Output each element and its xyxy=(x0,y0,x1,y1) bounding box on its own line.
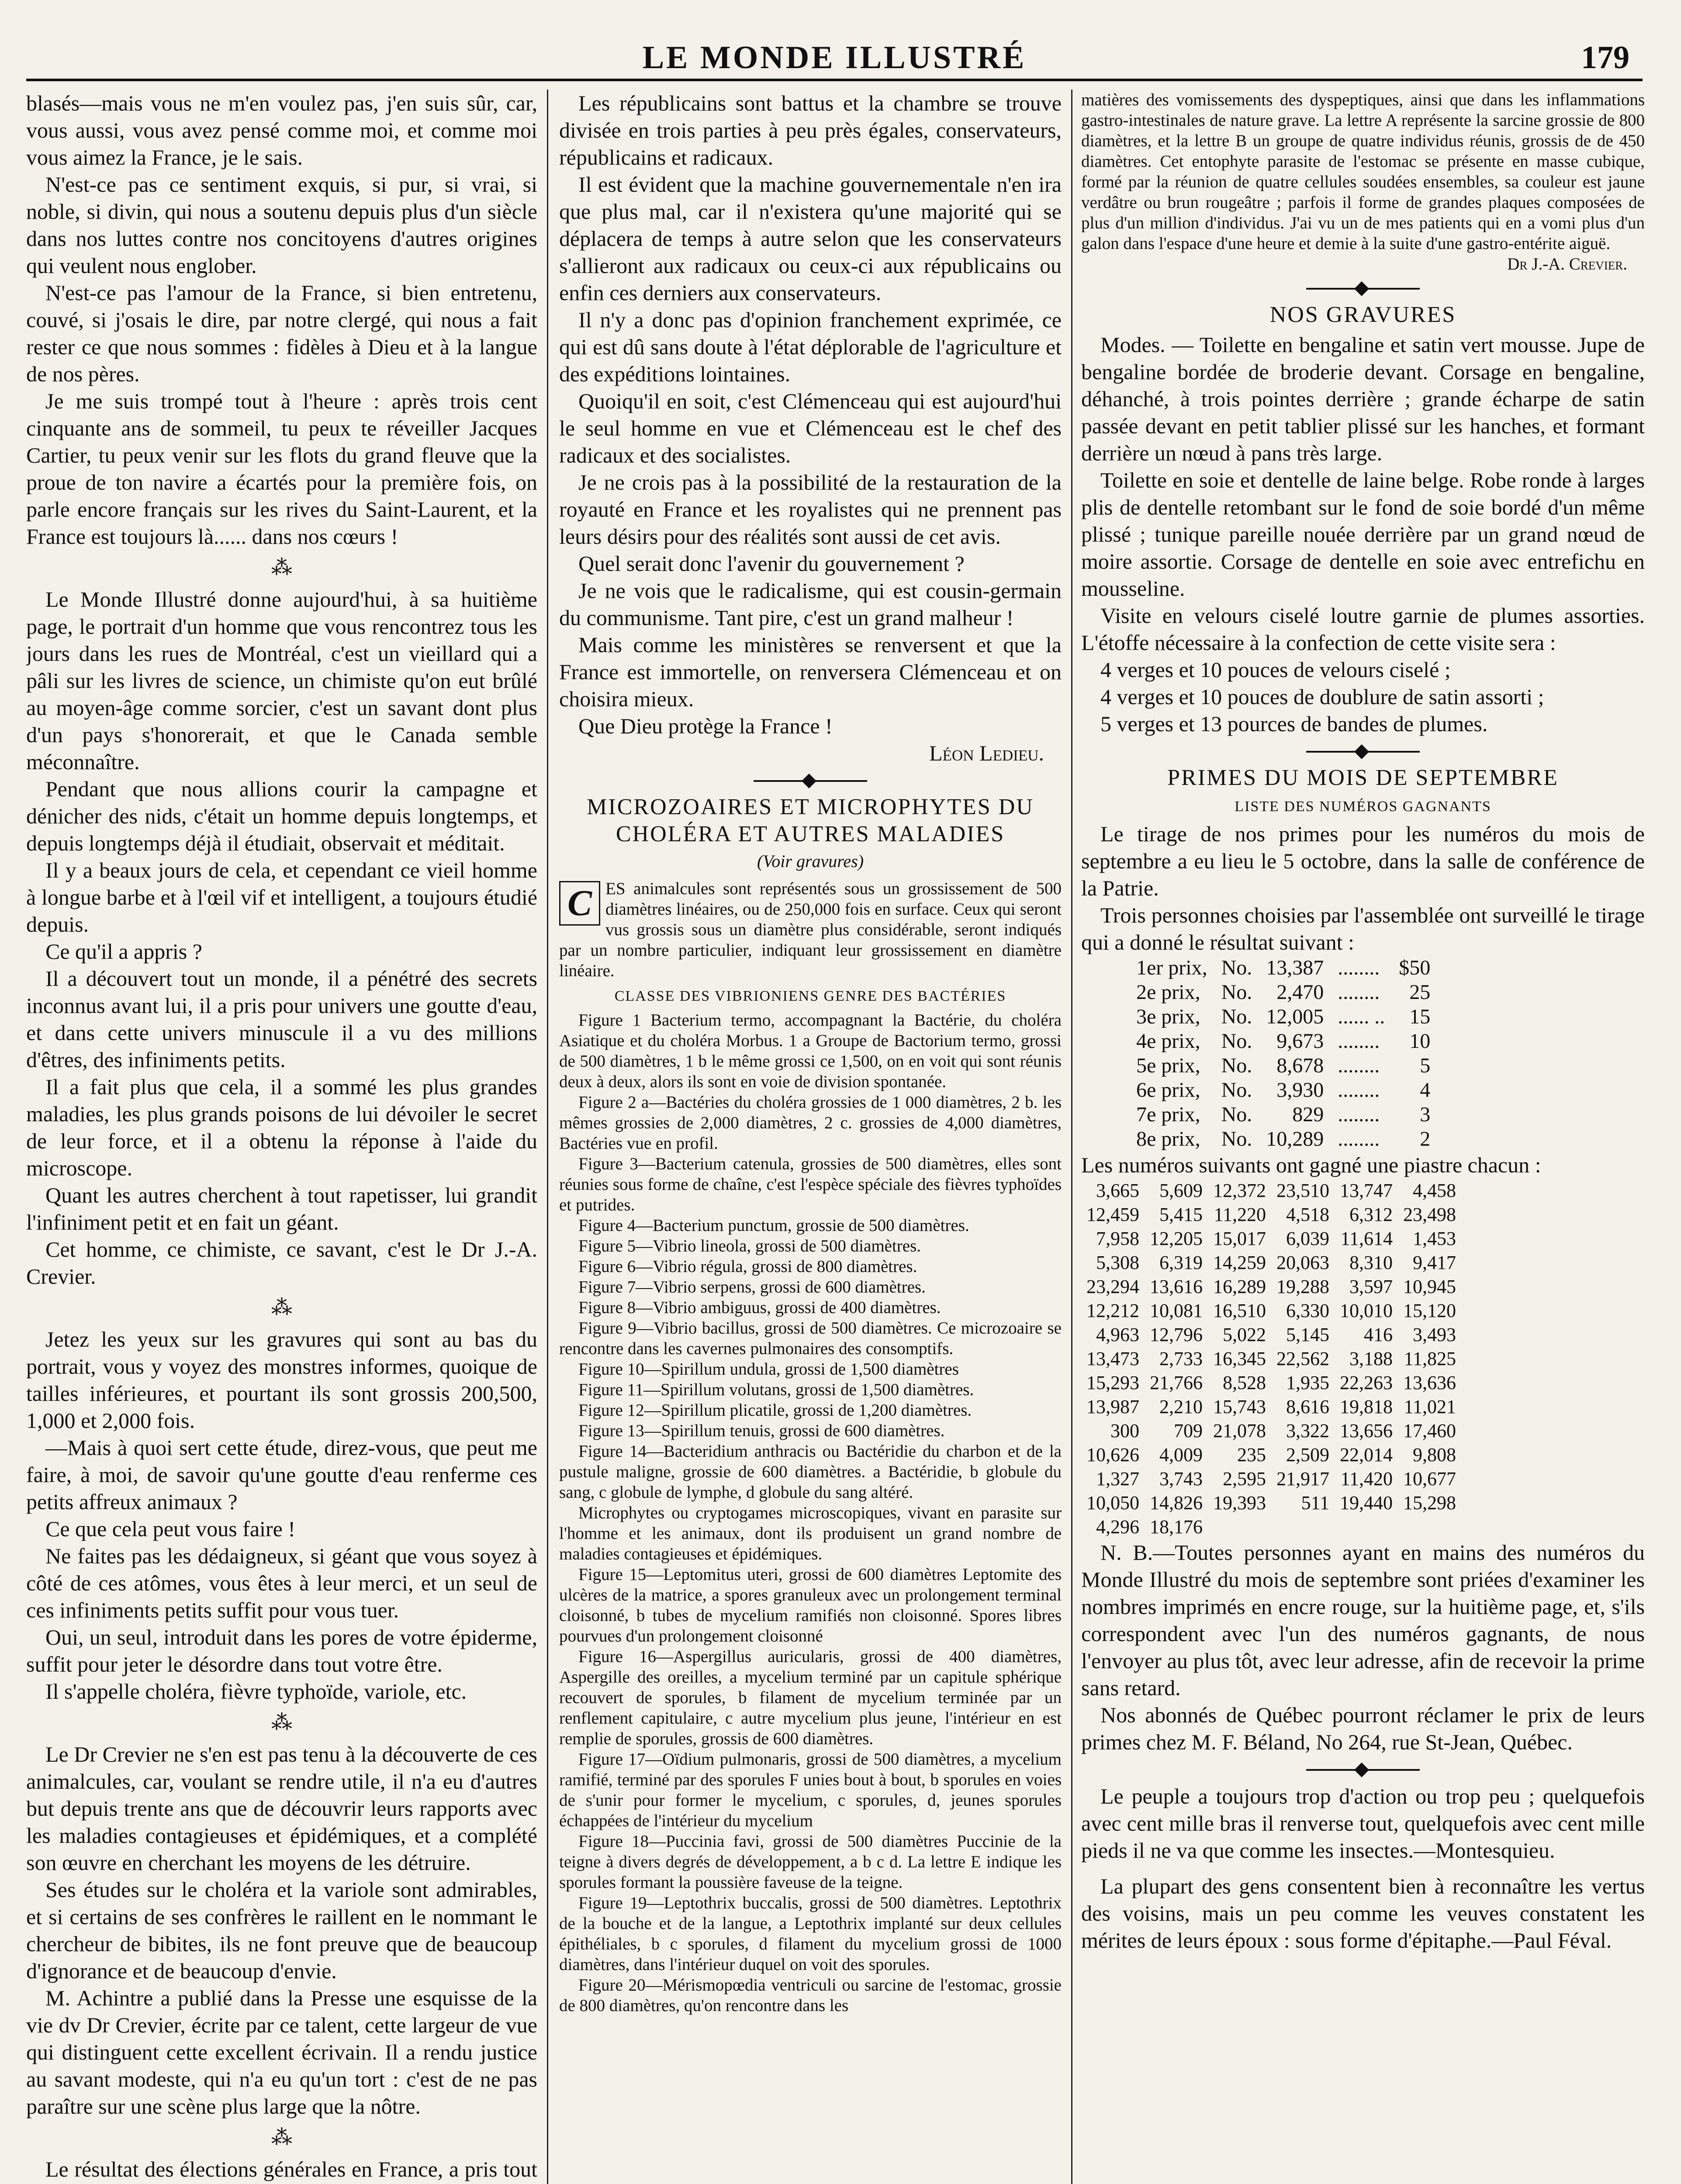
winning-number: 235 xyxy=(1237,1444,1266,1465)
winning-number: 15,017 xyxy=(1213,1228,1266,1249)
column-2 xyxy=(559,90,1062,2184)
numbers-intro: Les numéros suivants ont gagné une piastre chacun : xyxy=(1081,1153,1541,1177)
prize-no: No. xyxy=(1221,1005,1252,1028)
winning-number: 2,509 xyxy=(1286,1444,1329,1465)
winning-number: 2,595 xyxy=(1223,1468,1266,1489)
winning-number: 22,562 xyxy=(1276,1348,1329,1369)
prize-no: No. xyxy=(1221,1078,1252,1102)
winning-number: 13,656 xyxy=(1340,1420,1393,1441)
prize-number: 10,289 xyxy=(1266,1127,1324,1151)
winning-number: 16,345 xyxy=(1213,1348,1266,1369)
paragraph: Il a découvert tout un monde, il a pénétré des secrets inconnus avant lui, il a pris pour univers une goutte d'eau, et dans cette univers minuscule il a vu des millions d'êtres, des infiniments petits. xyxy=(26,966,537,1072)
winning-number: 3,665 xyxy=(1096,1180,1139,1201)
winning-number: 21,766 xyxy=(1150,1372,1203,1393)
prize-row xyxy=(1129,1127,1437,1151)
winning-number: 8,616 xyxy=(1286,1396,1329,1417)
page-number: 179 xyxy=(1581,40,1629,76)
prize-number: 9,673 xyxy=(1276,1030,1324,1053)
winning-number: 21,078 xyxy=(1213,1420,1266,1441)
paragraph: Quant les autres cherchent à tout rapetisser, lui grandit l'infiniment petit et en fait un géant. xyxy=(26,1183,537,1234)
paragraph: Je ne vois que le radicalisme, qui est cousin-germain du communisme. Tant pire, c'est un grand malheur ! xyxy=(559,578,1062,630)
prize-row xyxy=(1129,956,1437,980)
winning-number: 12,372 xyxy=(1213,1180,1266,1201)
prize-rank: 1er prix, xyxy=(1136,956,1207,979)
column-rule xyxy=(1071,90,1072,2184)
winning-number: 4,458 xyxy=(1413,1180,1456,1201)
intro-block xyxy=(559,878,1062,981)
page-header xyxy=(26,26,1643,81)
winning-number: 15,120 xyxy=(1403,1300,1456,1321)
paragraph: Ce qu'il a appris ? xyxy=(45,939,202,964)
prize-dots: ........ xyxy=(1338,1078,1380,1102)
figure-caption: Figure 14—Bacteridium anthracis ou Bactéridie du charbon et de la pustule maligne, grossie de 600 diamètres. a Bactéridie, b globule du sang, c globule de lymphe, d globule du sang altéré. xyxy=(559,1442,1062,1502)
paragraph: Ce que cela peut vous faire ! xyxy=(45,1517,295,1541)
winning-number: 3,597 xyxy=(1349,1276,1393,1297)
prize-amount: 3 xyxy=(1420,1103,1431,1126)
winning-number: 5,145 xyxy=(1286,1324,1329,1345)
paragraph: Mais comme les ministères se renversent et que la France est immortelle, on renversera Clémenceau et on choisira mieux. xyxy=(559,632,1062,711)
author-signature: Léon Ledieu. xyxy=(929,741,1044,765)
column-1 xyxy=(26,90,537,2184)
winning-number: 11,825 xyxy=(1404,1348,1456,1369)
figure-caption: Figure 16—Aspergillus auricularis, grossi de 400 diamètres, Aspergille des oreilles, a mycelium terminé par un capitule sphérique recouvert de sporules, b filament de mycelium terminée par un renflement capitulaire, c autre mycelium plus jeune, l'intérieur en est remplie de sporules, grossis de 600 diamètres. xyxy=(559,1647,1062,1748)
prize-rank: 8e prix, xyxy=(1136,1127,1200,1151)
numbers-row xyxy=(1081,1515,1461,1539)
asterism: ⁂ xyxy=(271,556,292,579)
numbers-row xyxy=(1081,1419,1461,1443)
winning-number: 15,293 xyxy=(1086,1372,1139,1393)
paragraph: N'est-ce pas ce sentiment exquis, si pur, si vrai, si noble, si divin, qui nous a soutenu depuis plus d'un siècle dans nos luttes contre nos concitoyens d'autres origines qui veulent nous englober. xyxy=(26,172,537,278)
numbers-row xyxy=(1081,1395,1461,1419)
winning-number: 3,322 xyxy=(1286,1420,1329,1441)
prize-rank: 4e prix, xyxy=(1136,1030,1200,1053)
figure-caption: Figure 11—Spirillum volutans, grossi de 1,500 diamètres. xyxy=(578,1380,974,1399)
winning-number: 511 xyxy=(1301,1492,1329,1514)
prize-number: 2,470 xyxy=(1276,981,1324,1004)
figure-caption: Figure 7—Vibrio serpens, grossi de 600 diamètres. xyxy=(578,1278,926,1296)
column-rule xyxy=(547,90,548,2184)
paragraph: Ne faites pas les dédaigneux, si géant que vous soyez à côté de ces atômes, vous êtes à leur merci, et un seul de ces infiniments petits suffit pour vous tuer. xyxy=(26,1544,537,1622)
prize-row xyxy=(1129,1102,1437,1127)
figure-caption: Figure 12—Spirillum plicatile, grossi de 1,200 diamètres. xyxy=(578,1401,972,1420)
prize-number: 829 xyxy=(1292,1103,1324,1126)
paragraph: Le Monde Illustré donne aujourd'hui, à sa huitième page, le portrait d'un homme que vous rencontrez tous les jours dans les rues de Montréal, c'est un vieillard qui a pâli sur les livres de science, un chimiste qu'on eut brûlé au moyen-âge comme sorcier, c'est un savant dont plus d'un pays s'honorerait, et que le Canada semble méconnaître. xyxy=(26,587,537,774)
winning-number: 13,636 xyxy=(1403,1372,1456,1393)
winning-number: 19,818 xyxy=(1340,1396,1393,1417)
winning-number: 3,493 xyxy=(1413,1324,1456,1345)
ornament-divider xyxy=(1081,1765,1645,1773)
figure-caption: Microphytes ou cryptogames microscopiques, vivant en parasite sur l'homme et les animaux, dont ils produisent un grand nombre de maladies contagieuses et épidémiques. xyxy=(559,1503,1062,1563)
winning-number: 11,021 xyxy=(1404,1396,1456,1417)
winning-numbers-table xyxy=(1081,1178,1461,1539)
prize-no: No. xyxy=(1221,1127,1252,1151)
winning-number: 8,310 xyxy=(1349,1252,1393,1273)
prize-row xyxy=(1129,1029,1437,1054)
prize-amount: 5 xyxy=(1420,1054,1431,1077)
paragraph: Oui, un seul, introduit dans les pores de votre épiderme, suffit pour jeter le désordre dans tout votre être. xyxy=(26,1625,537,1676)
numbers-row xyxy=(1081,1443,1461,1467)
figure-caption: Figure 10—Spirillum undula, grossi de 1,500 diamètres xyxy=(578,1360,959,1379)
figure-caption: Figure 18—Puccinia favi, grossi de 500 diamètres Puccinie de la teigne à divers degrés de développement, a b c d. La lettre E indique les sporules formant la poussière faveuse de la teigne. xyxy=(559,1832,1062,1892)
paragraph: Modes. — Toilette en bengaline et satin vert mousse. Jupe de bengaline bordée de broderie devant. Corsage en bengaline, déhanché, à trois pointes derrière ; grande écharpe de satin passée devant en petit tablier plissé sur les hanches, et formant derrière un nœud à pans très large. xyxy=(1081,332,1645,465)
figure-caption: Figure 17—Oïdium pulmonaris, grossi de 500 diamètres, a mycelium ramifié, terminé par des sporules F unies bout à bout, b sporules en voies de s'unir pour former le mycelium, c sporules, d, jeunes sporules échappées de l'intérieur du mycelium xyxy=(559,1750,1062,1830)
section-title: NOS GRAVURES xyxy=(1269,302,1456,327)
paragraph: Jetez les yeux sur les gravures qui sont au bas du portrait, vous y voyez des monstres informes, quoique de tailles inférieures, et pourtant ils sont grossis 200,500, 1,000 et 2,000 fois. xyxy=(26,1327,537,1433)
prize-rank: 2e prix, xyxy=(1136,981,1200,1004)
paragraph: Quel serait donc l'avenir du gouvernement ? xyxy=(578,551,965,576)
paragraph: Je ne crois pas à la possibilité de la restauration de la royauté en France et les royalistes qui ne prennent pas leurs désirs pour des réalités sont aussi de cet avis. xyxy=(559,470,1062,549)
prize-number: 3,930 xyxy=(1276,1078,1324,1102)
numbers-row xyxy=(1081,1323,1461,1347)
figure-caption: Figure 2 a—Bactéries du choléra grossies de 1 000 diamètres, 2 b. les mêmes grossies de 2,000 diamètres, 2 c. grossies de 4,000 diamètres, Bactéries vue en profil. xyxy=(559,1093,1062,1153)
intro-paragraph: ES animalcules sont représentés sous un grossissement de 500 diamètres linéaires, ou de 250,000 fois en surface. Ceux qui seront vus grossis sous un diamètre plus considérable, seront indiqués par un nombre particulier, indiquant leur grossissement en diamètre linéaire. xyxy=(559,879,1062,980)
paragraph: Il s'appelle choléra, fièvre typhoïde, variole, etc. xyxy=(45,1679,467,1704)
winning-number: 15,743 xyxy=(1213,1396,1266,1417)
paragraph: Visite en velours ciselé loutre garnie de plumes assorties. L'étoffe nécessaire à la confection de cette visite sera : xyxy=(1081,603,1645,655)
winning-number: 22,263 xyxy=(1340,1372,1393,1393)
winning-number: 21,917 xyxy=(1276,1468,1329,1489)
winning-number: 10,626 xyxy=(1086,1444,1139,1465)
winning-number: 2,733 xyxy=(1159,1348,1203,1369)
paragraph: Ses études sur le choléra et la variole sont admirables, et si certains de ses confrères le raillent en le nommant le chercheur de bibites, ils ne font preuve que de beaucoup d'ignorance et de beaucoup d'envie. xyxy=(26,1877,537,1983)
paragraph: M. Achintre a publié dans la Presse une esquisse de la vie dv Dr Crevier, écrite par ce talent, cette largeur de vue qui distinguent cette excellent écrivain. Il a rendu justice au savant modeste, qui n'a eu qu'un tort : c'est de ne pas paraître sur une scène plus large que la nôtre. xyxy=(26,1986,537,2118)
figure-caption: Figure 3—Bacterium catenula, grossies de 500 diamètres, elles sont réunies sous forme de chaîne, c'est l'espèce spéciale des fièvres typhoïdes et putrides. xyxy=(559,1154,1062,1214)
winning-number: 14,259 xyxy=(1213,1252,1266,1273)
winning-number: 12,459 xyxy=(1086,1204,1139,1225)
section-subtitle: LISTE DES NUMÉROS GAGNANTS xyxy=(1235,798,1491,815)
winning-number: 10,677 xyxy=(1403,1468,1456,1489)
paragraph: Toilette en soie et dentelle de laine belge. Robe ronde à larges plis de dentelle retombant sur le fond de soie bordé d'un même plissé ; tunique pareille nouée derrière par un grand nœud de moire assortie. Corsage de dentelle en soie avec entrefichu en mousseline. xyxy=(1081,468,1645,601)
winning-number xyxy=(1271,1515,1335,1539)
prize-rank: 3e prix, xyxy=(1136,1005,1200,1028)
figure-caption: Figure 19—Leptothrix buccalis, grossi de 500 diamètres. Leptothrix de la bouche et de la langue, a Leptothrix implanté sur deux cellules épithéliales, b c sporules, d filament du mycelium grossi de 1000 diamètres, dans l'intérieur duquel on voit des sporules. xyxy=(559,1894,1062,1974)
prize-dots: ........ xyxy=(1338,1030,1380,1053)
winning-number: 13,747 xyxy=(1340,1180,1393,1201)
paragraph: Pendant que nous allions courir la campagne et dénicher des nids, c'était un homme depuis longtemps, et depuis longtemps déjà il étudiait, observait et méditait. xyxy=(26,777,537,855)
prize-table xyxy=(1129,956,1437,1151)
winning-number: 22,014 xyxy=(1340,1444,1393,1465)
prize-amount: 10 xyxy=(1409,1030,1431,1053)
figure-caption: Figure 5—Vibrio lineola, grossi de 500 diamètres. xyxy=(578,1237,921,1255)
winning-number: 23,498 xyxy=(1403,1204,1456,1225)
section-title: MICROZOAIRES ET MICROPHYTES DU CHOLÉRA ET AUTRES MALADIES xyxy=(587,795,1034,847)
paragraph: Nos abonnés de Québec pourront réclamer le prix de leurs primes chez M. F. Béland, No 264, rue St-Jean, Québec. xyxy=(1081,1703,1645,1754)
paragraph: Il y a beaux jours de cela, et cependant ce vieil homme à longue barbe et à l'œil vif et intelligent, a toujours étudié depuis. xyxy=(26,858,537,936)
prize-number: 12,005 xyxy=(1266,1005,1324,1028)
numbers-row xyxy=(1081,1227,1461,1251)
winning-number: 23,294 xyxy=(1086,1276,1139,1297)
prize-rank: 5e prix, xyxy=(1136,1054,1200,1077)
winning-number: 4,009 xyxy=(1159,1444,1203,1465)
continued-text: matières des vomissements des dyspeptiques, ainsi que dans les inflammations gastro-intestinales de nature grave. La lettre A représente la sarcine grossie de 800 diamètres, et la lettre B un groupe de quatre individus réunis, grossis de de 450 diamètres. Cet entophyte parasite de l'estomac se présente en masse cubique, formé par la réunion de quatre cellules soudées ensembles, sa couleur est jaune verdâtre ou brun rougeâtre ; parfois il forme de grandes plaques composées de plus d'un million d'individus. J'ai vu un de mes patients qui en a vomi plus d'un galon dans l'espace d'une heure et demie à la suite d'une gastro-entérite aiguë. xyxy=(1081,90,1645,253)
winning-number: 6,319 xyxy=(1159,1252,1203,1273)
winning-number: 10,010 xyxy=(1340,1300,1393,1321)
winning-number: 1,453 xyxy=(1413,1228,1456,1249)
ornament-divider xyxy=(1081,284,1645,292)
winning-number: 416 xyxy=(1364,1324,1393,1345)
winning-number: 709 xyxy=(1174,1420,1203,1441)
paragraph: 4 verges et 10 pouces de doublure de satin assorti ; xyxy=(1100,684,1544,709)
ornament-divider xyxy=(1081,747,1645,755)
paragraph: Le tirage de nos primes pour les numéros du mois de septembre a eu lieu le 5 octobre, dans la salle de conférence de la Patrie. xyxy=(1081,822,1645,900)
winning-number: 12,205 xyxy=(1150,1228,1203,1249)
class-heading: CLASSE DES VIBRIONIENS GENRE DES BACTÉRIES xyxy=(614,988,1007,1004)
column-3 xyxy=(1081,90,1645,2184)
winning-number: 16,510 xyxy=(1213,1300,1266,1321)
figure-caption: Figure 6—Vibrio régula, grossi de 800 diamètres. xyxy=(578,1257,917,1276)
section-title: PRIMES DU MOIS DE SEPTEMBRE xyxy=(1167,765,1559,790)
winning-number: 17,460 xyxy=(1403,1420,1456,1441)
figure-caption: Figure 1 Bacterium termo, accompagnant la Bactérie, du choléra Asiatique et du choléra Morbus. 1 a Groupe de Bactorium termo, grossi de 500 diamètres, 1 b le même grossi ce 1,500, on en voit qui sont réunis deux à deux, alors ils sont en voie de division spontanée. xyxy=(559,1011,1062,1091)
paragraph: Le Dr Crevier ne s'en est pas tenu à la découverte de ces animalcules, car, voulant se rendre utile, il n'a eu d'autres but depuis trente ans que de découvrir leurs rapports avec les maladies contagieuses et épidémiques, et a complété son œuvre en cherchant les moyens de les détruire. xyxy=(26,1742,537,1875)
prize-number: 13,387 xyxy=(1266,956,1324,979)
winning-number: 13,473 xyxy=(1086,1348,1139,1369)
paragraph: Que Dieu protège la France ! xyxy=(578,714,833,738)
paragraph: Cet homme, ce chimiste, ce savant, c'est le Dr J.-A. Crevier. xyxy=(26,1237,537,1289)
ornament-divider xyxy=(559,776,1062,784)
numbers-row xyxy=(1081,1203,1461,1227)
paragraph: Il est évident que la machine gouvernementale n'en ira que plus mal, car il n'existera qu'une majorité qui se déplacera de temps à autre selon que les conservateurs s'allieront aux radicaux ou ceux-ci aux républicains ou enfin ces derniers aux conservateurs. xyxy=(559,172,1062,305)
winning-number: 5,022 xyxy=(1223,1324,1266,1345)
prize-amount: $50 xyxy=(1399,956,1431,979)
prize-row xyxy=(1129,1005,1437,1029)
paragraph: Quoiqu'il en soit, c'est Clémenceau qui est aujourd'hui le seul homme en vue et Clémenceau est le chef des radicaux et des socialistes. xyxy=(559,389,1062,467)
winning-number: 6,330 xyxy=(1286,1300,1329,1321)
winning-number: 11,220 xyxy=(1214,1204,1266,1225)
winning-number: 3,188 xyxy=(1349,1348,1393,1369)
winning-number: 11,420 xyxy=(1340,1468,1393,1489)
winning-number: 5,308 xyxy=(1096,1252,1139,1273)
winning-number: 20,063 xyxy=(1276,1252,1329,1273)
prize-amount: 4 xyxy=(1420,1078,1431,1102)
prize-row xyxy=(1129,1078,1437,1102)
numbers-row xyxy=(1081,1491,1461,1515)
numbers-row xyxy=(1081,1275,1461,1299)
winning-number: 8,528 xyxy=(1223,1372,1266,1393)
asterism: ⁂ xyxy=(271,1296,292,1319)
winning-number: 14,826 xyxy=(1150,1492,1203,1514)
winning-number: 19,440 xyxy=(1340,1492,1393,1514)
figure-caption: Figure 20—Mérismopœdia ventriculi ou sarcine de l'estomac, grossie de 800 diamètres, qu'on rencontre dans les xyxy=(559,1976,1062,2015)
prize-dots: ...... .. xyxy=(1338,1005,1385,1028)
winning-number: 7,958 xyxy=(1096,1228,1139,1249)
winning-number xyxy=(1208,1515,1271,1539)
paragraph: blasés—mais vous ne m'en voulez pas, j'en suis sûr, car, vous aussi, vous avez pensé comme moi, et comme moi vous aimez la France, je le sais. xyxy=(26,91,537,169)
figure-caption: Figure 4—Bacterium punctum, grossie de 500 diamètres. xyxy=(578,1216,969,1235)
paragraph: Le résultat des élections générales en France, a pris tout xyxy=(45,2157,537,2181)
winning-number: 6,039 xyxy=(1286,1228,1329,1249)
winning-number: 2,210 xyxy=(1159,1396,1203,1417)
paragraph: —Mais à quoi sert cette étude, direz-vous, que peut me faire, à moi, de savoir qu'une goutte d'eau renferme ces petits affreux animaux ? xyxy=(26,1435,537,1514)
numbers-row xyxy=(1081,1371,1461,1395)
figure-caption: Figure 13—Spirillum tenuis, grossi de 600 diamètres. xyxy=(578,1421,945,1440)
winning-number: 4,296 xyxy=(1096,1516,1139,1538)
prize-no: No. xyxy=(1221,981,1252,1004)
winning-number: 5,415 xyxy=(1159,1204,1203,1225)
numbers-row xyxy=(1081,1347,1461,1371)
numbers-row xyxy=(1081,1467,1461,1491)
numbers-row xyxy=(1081,1178,1461,1203)
prize-amount: 25 xyxy=(1409,981,1431,1004)
winning-number: 9,808 xyxy=(1413,1444,1456,1465)
prize-no: No. xyxy=(1221,956,1252,979)
paragraph: Trois personnes choisies par l'assemblée ont surveillé le tirage qui a donné le résultat suivant : xyxy=(1081,903,1645,954)
asterism: ⁂ xyxy=(271,1711,292,1734)
paragraph: N'est-ce pas l'amour de la France, si bien entretenu, couvé, si j'osais le dire, par notre clergé, qui nous a fait rester ce que nous sommes : fidèles à Dieu et à la langue de nos pères. xyxy=(26,280,537,386)
paragraph: N. B.—Toutes personnes ayant en mains des numéros du Monde Illustré du mois de septembre sont priées d'examiner les nombres imprimés en encre rouge, sur la huitième page, et, s'ils correspondent avec l'un des numéros gagnants, de nous l'envoyer au plus tôt, avec leur adresse, afin de recevoir la prime sans retard. xyxy=(1081,1540,1645,1700)
prize-rank: 6e prix, xyxy=(1136,1078,1200,1102)
prize-number: 8,678 xyxy=(1276,1054,1324,1077)
newspaper-title: LE MONDE ILLUSTRÉ xyxy=(642,40,1027,76)
winning-number: 12,796 xyxy=(1150,1324,1203,1345)
prize-no: No. xyxy=(1221,1054,1252,1077)
winning-number: 10,945 xyxy=(1403,1276,1456,1297)
winning-number: 13,616 xyxy=(1150,1276,1203,1297)
quote: Le peuple a toujours trop d'action ou trop peu ; quelquefois avec cent mille bras il renverse tout, quelquefois avec cent mille pieds il ne va que comme les insectes.—Montesquieu. xyxy=(1081,1784,1645,1863)
prize-dots: ........ xyxy=(1338,956,1380,979)
numbers-row xyxy=(1081,1251,1461,1275)
winning-number: 18,176 xyxy=(1150,1516,1203,1538)
prize-dots: ........ xyxy=(1338,1127,1380,1151)
winning-number: 300 xyxy=(1110,1420,1139,1441)
winning-number: 4,963 xyxy=(1096,1324,1139,1345)
winning-number: 4,518 xyxy=(1286,1204,1329,1225)
numbers-row xyxy=(1081,1299,1461,1323)
winning-number: 11,614 xyxy=(1340,1228,1393,1249)
paragraph: 4 verges et 10 pouces de velours ciselé ; xyxy=(1100,657,1451,682)
winning-number: 19,288 xyxy=(1276,1276,1329,1297)
drop-cap: C xyxy=(559,881,600,926)
prize-rank: 7e prix, xyxy=(1136,1103,1200,1126)
winning-number: 5,609 xyxy=(1159,1180,1203,1201)
author-signature: Dr J.-A. Crevier. xyxy=(1507,255,1627,273)
paragraph: 5 verges et 13 pources de bandes de plumes. xyxy=(1100,712,1488,736)
winning-number: 12,212 xyxy=(1086,1300,1139,1321)
winning-number: 23,510 xyxy=(1276,1180,1329,1201)
winning-number: 1,935 xyxy=(1286,1372,1329,1393)
prize-dots: ........ xyxy=(1338,1054,1380,1077)
winning-number xyxy=(1335,1515,1398,1539)
winning-number: 15,298 xyxy=(1403,1492,1456,1514)
paragraph: Je me suis trompé tout à l'heure : après trois cent cinquante ans de sommeil, tu peux te réveiller Jacques Cartier, tu peux venir sur les flots du grand fleuve que la proue de ton navire a écartés pour la première fois, on parle encore français sur les rives du Saint-Laurent, et la France est toujours là...... dans nos cœurs ! xyxy=(26,389,537,549)
paragraph: Il n'y a donc pas d'opinion franchement exprimée, ce qui est dû sans doute à l'état déplorable de l'agriculture et des expéditions lointaines. xyxy=(559,308,1062,386)
winning-number: 10,050 xyxy=(1086,1492,1139,1514)
winning-number: 10,081 xyxy=(1150,1300,1203,1321)
winning-number: 9,417 xyxy=(1413,1252,1456,1273)
prize-no: No. xyxy=(1221,1103,1252,1126)
asterism: ⁂ xyxy=(271,2126,292,2149)
winning-number: 19,393 xyxy=(1213,1492,1266,1514)
prize-amount: 15 xyxy=(1409,1005,1431,1028)
section-subtitle: (Voir gravures) xyxy=(757,851,864,871)
winning-number: 16,289 xyxy=(1213,1276,1266,1297)
figure-caption: Figure 15—Leptomitus uteri, grossi de 600 diamètres Leptomite des ulcères de la matrice, a spores granuleux avec un prolongement terminal cloisonné, b tubes de mycelium ramifiés non cloisonné. Spores libres pourvues d'un prolongement cloisonné xyxy=(559,1565,1062,1645)
prize-row xyxy=(1129,980,1437,1005)
paragraph: Il a fait plus que cela, il a sommé les plus grandes maladies, les plus grands poisons de lui dévoiler le secret de leur force, et il a obtenu la réponse à l'aide du microscope. xyxy=(26,1075,537,1180)
winning-number: 6,312 xyxy=(1349,1204,1393,1225)
paragraph: Les républicains sont battus et la chambre se trouve divisée en trois parties à peu près égales, conservateurs, républicains et radicaux. xyxy=(559,91,1062,169)
prize-dots: ........ xyxy=(1338,1103,1380,1126)
prize-row xyxy=(1129,1054,1437,1078)
prize-dots: ........ xyxy=(1338,981,1380,1004)
winning-number: 3,743 xyxy=(1159,1468,1203,1489)
winning-number: 1,327 xyxy=(1096,1468,1139,1489)
prize-no: No. xyxy=(1221,1030,1252,1053)
winning-number: 13,987 xyxy=(1086,1396,1139,1417)
prize-amount: 2 xyxy=(1420,1127,1431,1151)
quote: La plupart des gens consentent bien à reconnaître les vertus des voisins, mais un peu comme les veuves constatent les mérites de leurs époux : sous forme d'épitaphe.—Paul Féval. xyxy=(1081,1874,1645,1952)
winning-number xyxy=(1398,1515,1461,1539)
figure-caption: Figure 8—Vibrio ambiguus, grossi de 400 diamètres. xyxy=(578,1298,941,1317)
figure-caption: Figure 9—Vibrio bacillus, grossi de 500 diamètres. Ce microzoaire se rencontre dans les cavernes pulmonaires des consomptifs. xyxy=(559,1319,1062,1358)
